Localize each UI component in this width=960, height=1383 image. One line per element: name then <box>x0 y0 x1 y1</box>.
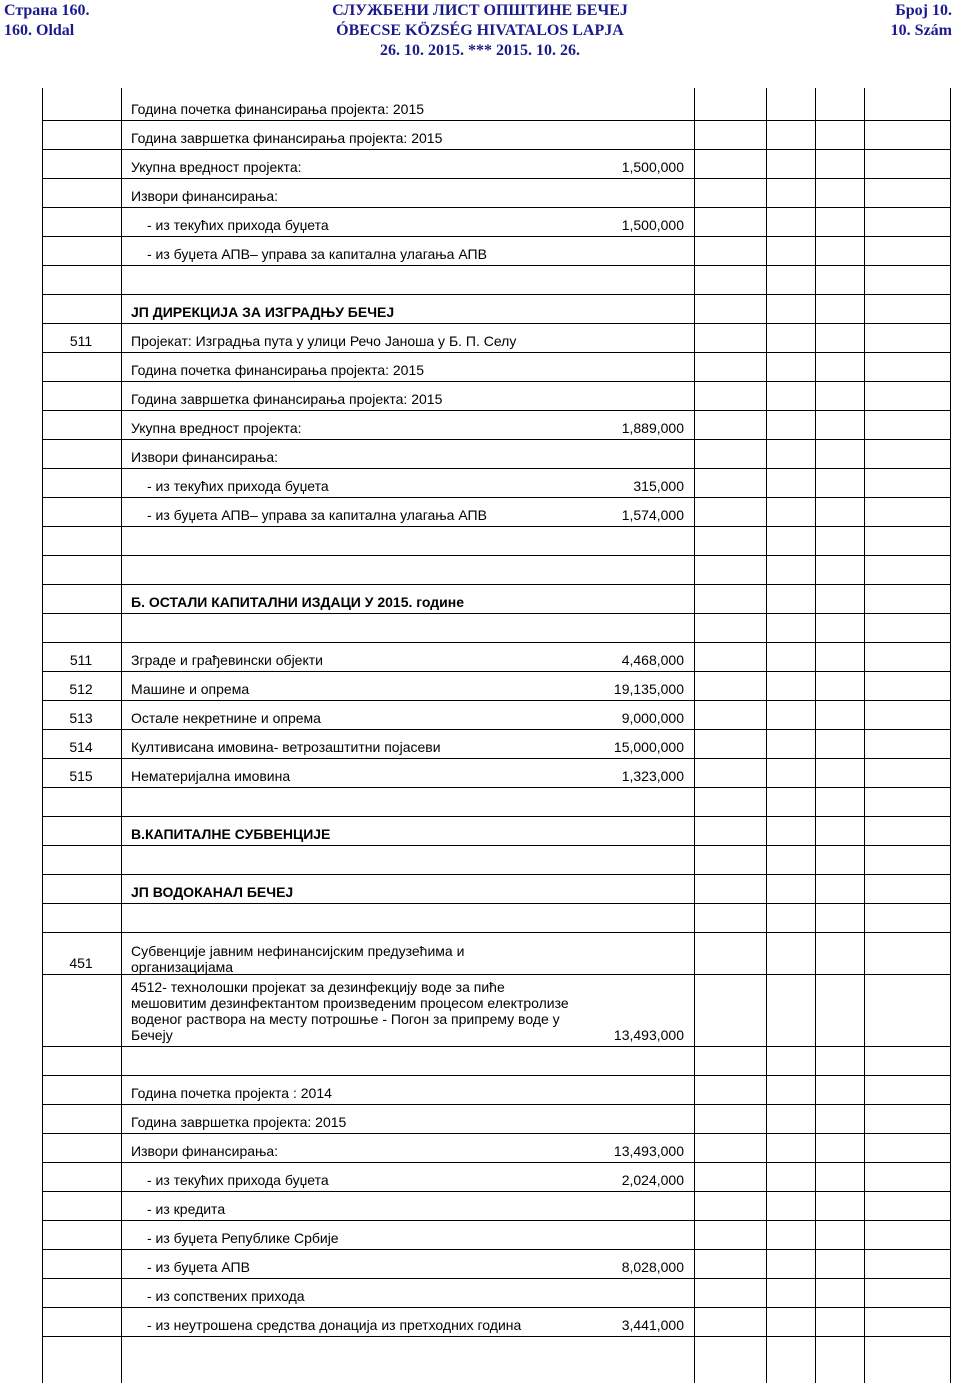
table-row <box>42 933 951 975</box>
section-heading: ЈП ВОДОКАНАЛ БЕЧЕЈ <box>131 884 294 900</box>
amount-value: 1,500,000 <box>621 159 684 175</box>
row-border <box>42 1336 951 1337</box>
table-row <box>42 411 951 440</box>
account-code: 514 <box>69 739 93 755</box>
table-row <box>42 788 951 817</box>
item-description: Пројекат: Изградња пута у улици Речо Јаноша у Б. П. Селу <box>131 333 517 349</box>
item-description: Култивисана имовина- ветрозаштитни појасеви <box>131 739 441 755</box>
amount-value: 1,500,000 <box>621 217 684 233</box>
account-code: 511 <box>69 652 93 668</box>
table-row <box>42 556 951 585</box>
table-row <box>42 1308 951 1337</box>
table-row <box>42 498 951 527</box>
issue-number-hu: 10. Szám <box>890 22 952 39</box>
item-description: - из текућих прихода буџета <box>147 217 329 233</box>
item-description: Нематеријална имовина <box>131 768 291 784</box>
item-description: Извори финансирања: <box>131 188 279 204</box>
table-row <box>42 875 951 904</box>
item-description: Година почетка финансирања пројекта: 2015 <box>131 362 425 378</box>
item-description: Машине и опрема <box>131 681 250 697</box>
table-row <box>42 1250 951 1279</box>
account-code: 511 <box>69 333 93 349</box>
item-description: Субвенције јавним нефинансијским предузећима и организацијама <box>131 943 465 975</box>
account-code: 515 <box>69 768 93 784</box>
table-row <box>42 1192 951 1221</box>
amount-value: 8,028,000 <box>621 1259 684 1275</box>
table-row <box>42 1047 951 1076</box>
item-description: Зграде и грађевински објекти <box>131 652 323 668</box>
gazette-title-sr: СЛУЖБЕНИ ЛИСТ ОПШТИНЕ БЕЧЕЈ <box>332 2 628 19</box>
item-description: - из буџета Републике Србије <box>147 1230 339 1246</box>
item-description: Остале некретнине и опрема <box>131 710 321 726</box>
amount-value: 2,024,000 <box>621 1172 684 1188</box>
amount-value: 1,323,000 <box>621 768 684 784</box>
table-row <box>42 1134 951 1163</box>
item-description: - из буџета АПВ– управа за капитална улагања АПВ <box>147 246 487 262</box>
page-number-hu: 160. Oldal <box>4 22 75 39</box>
issue-number-sr: Број 10. <box>895 2 952 19</box>
item-description: Извори финансирања: <box>131 1143 279 1159</box>
amount-value: 13,493,000 <box>613 1027 684 1043</box>
item-description: - из текућих прихода буџета <box>147 478 329 494</box>
item-description: - из сопствених прихода <box>147 1288 305 1304</box>
section-heading: ЈП ДИРЕКЦИЈА ЗА ИЗГРАДЊУ БЕЧЕЈ <box>131 304 395 320</box>
amount-value: 15,000,000 <box>613 739 684 755</box>
account-code: 513 <box>69 710 93 726</box>
table-row <box>42 237 951 266</box>
item-description: - из буџета АПВ– управа за капитална улагања АПВ <box>147 507 487 523</box>
table-row <box>42 266 951 295</box>
item-description: Година завршетка финансирања пројекта: 2015 <box>131 391 443 407</box>
table-row <box>42 585 951 614</box>
table-row <box>42 150 951 179</box>
table-row <box>42 295 951 324</box>
amount-value: 1,889,000 <box>621 420 684 436</box>
table-row <box>42 121 951 150</box>
item-description: Година завршетка пројекта: 2015 <box>131 1114 347 1130</box>
table-row <box>42 179 951 208</box>
table-row <box>42 759 951 788</box>
account-code: 512 <box>69 681 93 697</box>
table-row <box>42 527 951 556</box>
page-number-sr: Страна 160. <box>4 2 90 19</box>
item-description: Година завршетка финансирања пројекта: 2015 <box>131 130 443 146</box>
gazette-title-hu: ÓBECSE KÖZSÉG HIVATALOS LAPJA <box>336 22 624 39</box>
table-row <box>42 208 951 237</box>
table-row <box>42 440 951 469</box>
item-description: Укупна вредност пројекта: <box>131 420 302 436</box>
amount-value: 13,493,000 <box>613 1143 684 1159</box>
table-row <box>42 904 951 933</box>
section-heading: Б. ОСТАЛИ КАПИТАЛНИ ИЗДАЦИ У 2015. године <box>131 594 465 610</box>
amount-value: 4,468,000 <box>621 652 684 668</box>
table-row <box>42 353 951 382</box>
item-description: Година почетка финансирања пројекта: 2015 <box>131 101 425 117</box>
amount-value: 1,574,000 <box>621 507 684 523</box>
section-heading: В.КАПИТАЛНЕ СУБВЕНЦИЈЕ <box>131 826 331 842</box>
table-row <box>42 701 951 730</box>
table-row <box>42 730 951 759</box>
table-row <box>42 92 951 121</box>
table-row <box>42 1163 951 1192</box>
table-row <box>42 614 951 643</box>
table-row <box>42 469 951 498</box>
table-row <box>42 382 951 411</box>
table-row <box>42 1279 951 1308</box>
item-description: - из буџета АПВ <box>147 1259 250 1275</box>
item-description: Година почетка пројекта : 2014 <box>131 1085 332 1101</box>
item-description: - из неутрошена средства донација из претходних година <box>147 1317 522 1333</box>
amount-value: 315,000 <box>633 478 684 494</box>
table-row <box>42 817 951 846</box>
gazette-date: 26. 10. 2015. *** 2015. 10. 26. <box>380 42 580 59</box>
amount-value: 9,000,000 <box>621 710 684 726</box>
table-row <box>42 324 951 353</box>
table-row <box>42 975 951 1047</box>
table-row <box>42 1221 951 1250</box>
item-description: Извори финансирања: <box>131 449 279 465</box>
account-code: 451 <box>69 955 93 971</box>
table-row <box>42 672 951 701</box>
page-header <box>0 0 960 64</box>
item-description: Укупна вредност пројекта: <box>131 159 302 175</box>
amount-value: 19,135,000 <box>613 681 684 697</box>
amount-value: 3,441,000 <box>621 1317 684 1333</box>
table-row <box>42 1105 951 1134</box>
table-row <box>42 1076 951 1105</box>
item-description: - из кредита <box>147 1201 226 1217</box>
table-row <box>42 643 951 672</box>
item-description: 4512- технолошки пројекат за дезинфекцију воде за пиће мешовитим дезинфектантом произведеним процесом електролизе воденог раствора на месту потрошње - Погон за припрему воде у Бечеју <box>131 979 569 1043</box>
item-description: - из текућих прихода буџета <box>147 1172 329 1188</box>
table-row <box>42 846 951 875</box>
